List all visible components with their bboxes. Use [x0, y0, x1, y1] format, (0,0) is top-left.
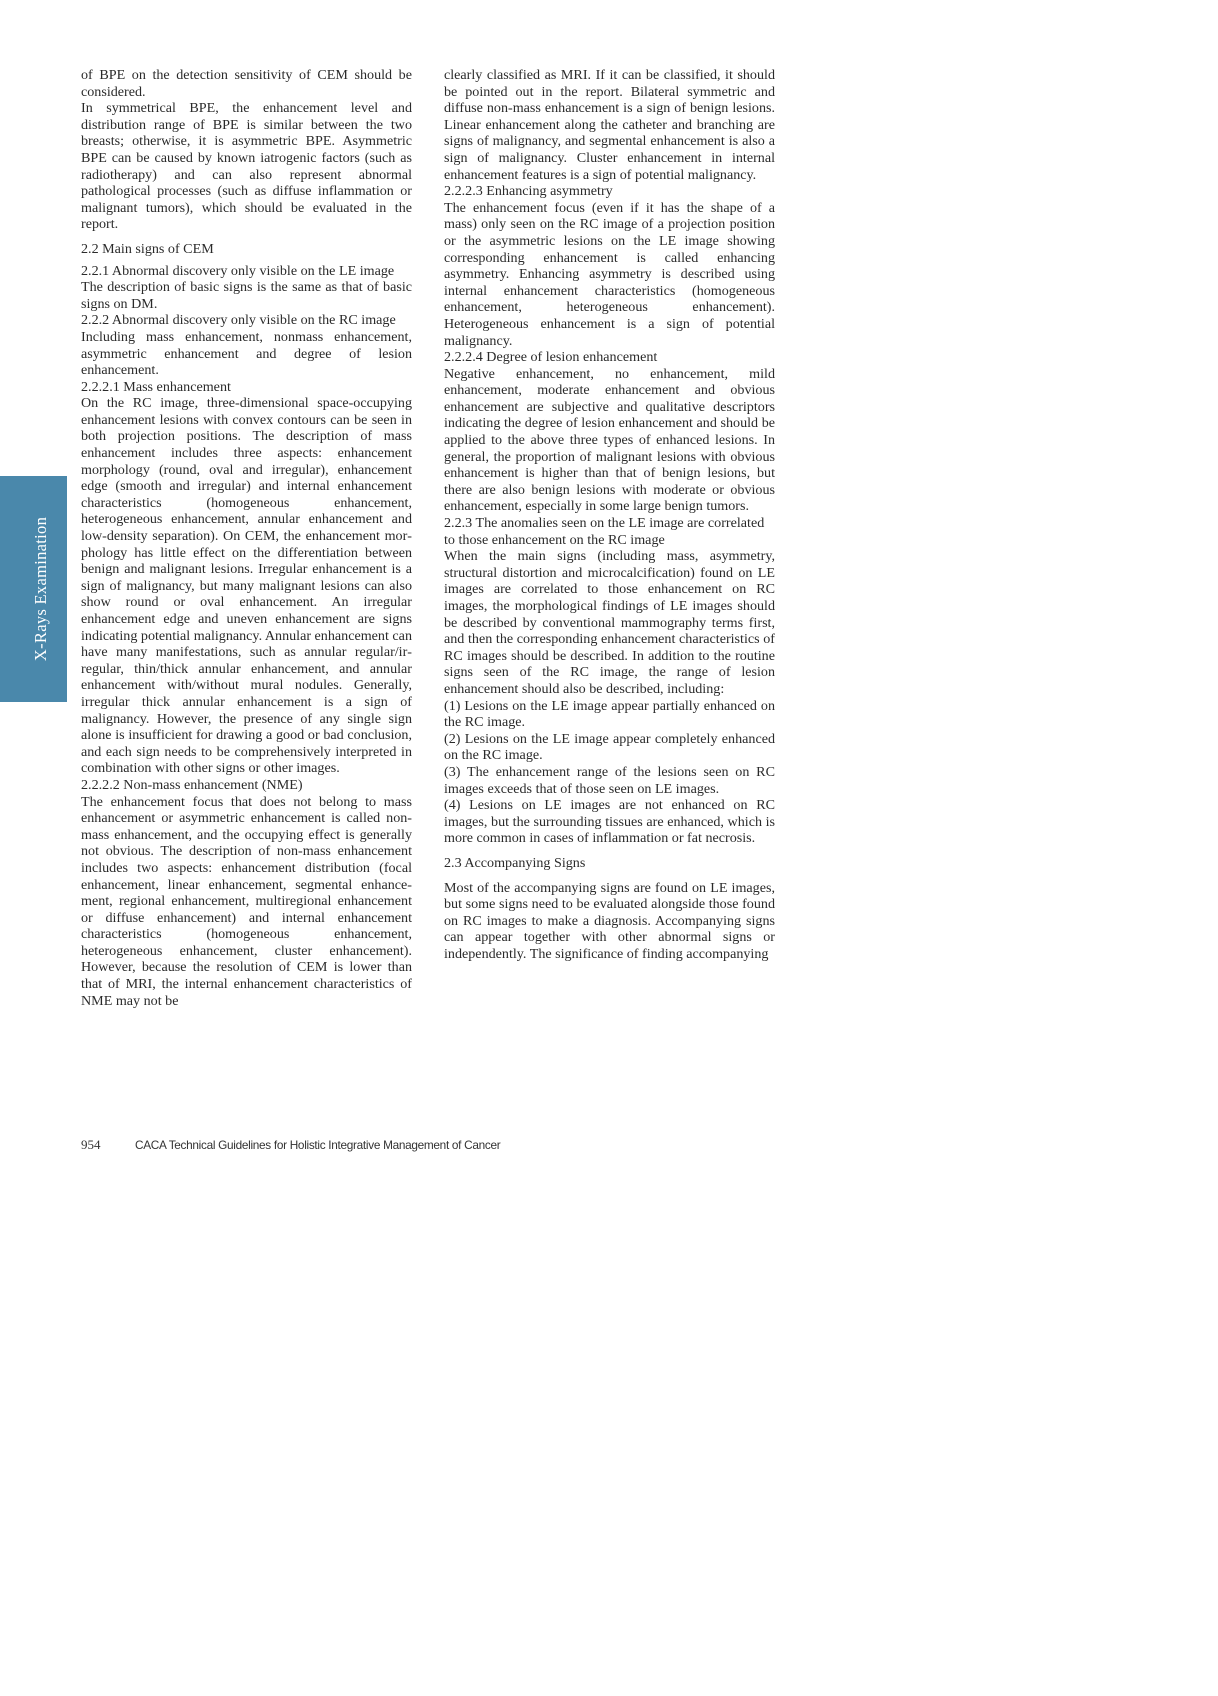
paragraph: On the RC image, three-dimensional space-occupying enhancement lesions with convex contours can be seen in both projection positions. The description of mass enhancement includes three aspects: enhancement morphology (round, oval and irregular), enhancement edge (smooth and irregular) and internal enhancement characteristics (homogeneous enhancement, heterogeneous enhancement, annular enhancement and low-density separation). On CEM, the enhancement morphology has little effect on the differentiation between benign and malignant lesions. Irregular enhancement is a sign of malignancy, but many malignant lesions can also show round or oval enhancement. An irregular enhancement edge and uneven enhancement are signs indicating potential malignancy. Annular enhancement can have many manifestations, such as annular regular/irregular, thin/thick annular enhancement, and annular enhancement with/without mural nodules. Generally, irregular thick annular enhancement is a sign of malignancy. However, the presence of any single sign alone is insufficient for drawing a good or bad conclusion, and each sign needs to be comprehensively interpreted in combination with other signs or other images.: [81, 395, 412, 777]
page-number: 954: [81, 1137, 101, 1152]
subsection-heading: 2.2.2 Abnormal discovery only visible on the RC image: [81, 312, 396, 329]
subsection-heading: 2.2.2.2 Non-mass enhancement (NME): [81, 776, 303, 793]
list-item: (3) The enhancement range of the lesions seen on RC images exceeds that of those seen on LE images.: [444, 763, 775, 797]
list-item: (4) Lesions on LE images are not enhanced on RC images, but the surrounding tissues are enhanced, which is more common in cases of inflammation or fat necrosis.: [444, 797, 775, 847]
paragraph: Most of the accompanying signs are found on LE images, but some signs need to be evaluated alongside those found on RC images to make a diagnosis. Accompanying signs can appear together with other abnormal signs or independently. The significance of finding accompanying: [444, 879, 775, 962]
paragraph: In symmetrical BPE, the enhancement level and distribution range of BPE is similar between the two breasts; otherwise, it is asymmetric BPE. Asymmetric BPE can be caused by known iatrogenic factors (such as radiotherapy) and can also represent abnormal pathological processes (such as diffuse inflammation or malignant tumors), which should be evaluated in the report.: [81, 100, 412, 233]
subsection-heading: 2.2.2.3 Enhancing asymmetry: [444, 183, 613, 200]
paragraph: Negative enhancement, no enhancement, mild enhancement, moderate enhancement and obvious enhancement are subjective and qualitative descriptors indicating the degree of lesion enhancement and should be applied to the above three types of enhanced lesions. In general, the proportion of malignant lesions with obvious enhancement is higher than that of benign lesions, but there are also benign lesions with moderate or obvious enhancement, especially in some large benign tumors.: [444, 365, 775, 515]
subsection-heading: 2.2.2.4 Degree of lesion enhancement: [444, 349, 658, 366]
right-text-column: [444, 67, 775, 962]
page-footer: [81, 1137, 500, 1153]
paragraph: Including mass enhancement, nonmass enhancement, asymmetric enhancement and degree of lesion enhancement.: [81, 328, 412, 379]
paragraph: The enhancement focus (even if it has the shape of a mass) only seen on the RC image of a projection position or the asymmetric lesions on the LE image showing corresponding enhancement is called enhancing asymmetry. Enhancing asymmetry is described using internal enhancement characteristics (homogeneous enhancement, heterogeneous enhancement). Heterogeneous enhancement is a sign of potential malignancy.: [444, 199, 775, 349]
paragraph: clearly classified as MRI. If it can be classified, it should be pointed out in the report. Bilateral symmetric and diffuse non-mass enhancement is a sign of benign lesions. Linear enhancement along the catheter and branching are signs of malignancy, and segmental enhancement is also a sign of malignancy. Cluster enhancement in internal enhancement features is a sign of potential malignancy.: [444, 67, 775, 183]
paragraph: of BPE on the detection sensitivity of CEM should be considered.: [81, 67, 412, 100]
subsection-heading: 2.2.2.1 Mass enhancement: [81, 378, 231, 395]
section-heading: 2.2 Main signs of CEM: [81, 240, 214, 257]
list-item: (2) Lesions on the LE image appear completely enhanced on the RC image.: [444, 730, 775, 764]
left-text-column: [81, 67, 412, 1009]
section-heading: 2.3 Accompanying Signs: [444, 854, 586, 871]
subsection-heading: 2.2.3 The anomalies seen on the LE image are correlated to those enhancement on the RC image: [444, 515, 765, 548]
footer-title: CACA Technical Guidelines for Holistic Integrative Management of Cancer: [135, 1138, 501, 1152]
paragraph: The enhancement focus that does not belong to mass enhancement or asymmetric enhancement is called non-mass enhancement, and the occupying effect is generally not obvious. The description of non-mass enhancement includes two aspects: enhancement distribution (focal enhancement, linear enhancement, segmental enhancement, regional enhancement, multiregional enhancement or diffuse enhancement) and internal enhancement characteristics (homogeneous enhancement, heterogeneous enhancement, cluster enhancement). However, because the resolution of CEM is lower than that of MRI, the internal enhancement characteristics of NME may not be: [81, 793, 412, 1009]
paragraph: The description of basic signs is the same as that of basic signs on DM.: [81, 279, 412, 312]
list-item: (1) Lesions on the LE image appear partially enhanced on the RC image.: [444, 697, 775, 731]
side-section-label: X-Rays Examination: [31, 516, 50, 662]
subsection-heading: 2.2.1 Abnormal discovery only visible on the LE image: [81, 262, 395, 279]
paragraph: When the main signs (including mass, asymmetry, structural distortion and microcalcification) found on LE images are correlated to those enhancement on RC images, the morphological findings of LE images should be described by conventional mammography terms first, and then the corresponding enhancement characteristics of RC images should be described. In addition to the routine signs seen of the RC image, the range of lesion enhancement should also be described, including:: [444, 548, 775, 697]
